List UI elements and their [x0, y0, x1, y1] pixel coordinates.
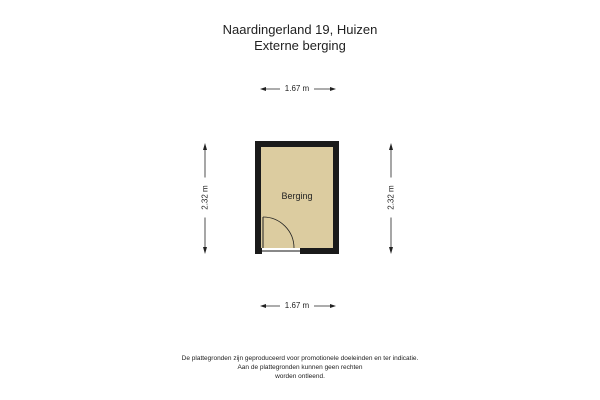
bottom-width-label: 1.67 m [284, 301, 310, 310]
disclaimer [0, 354, 600, 381]
disclaimer-line-3: worden ontleend. [275, 373, 325, 380]
disclaimer-line-2: Aan de plattegronden kunnen geen rechten [237, 364, 363, 371]
right-height-label: 2.32 m [387, 178, 396, 218]
space-subtitle: Externe berging [254, 38, 346, 53]
disclaimer-line-1: De plattegronden zijn geproduceerd voor promotionele doeleinden en ter indicatie. [181, 355, 419, 362]
room-label: Berging [281, 191, 313, 201]
left-height-label: 2.32 m [201, 178, 210, 218]
top-width-label: 1.67 m [284, 84, 310, 93]
address-title: Naardingerland 19, Huizen [222, 22, 378, 37]
